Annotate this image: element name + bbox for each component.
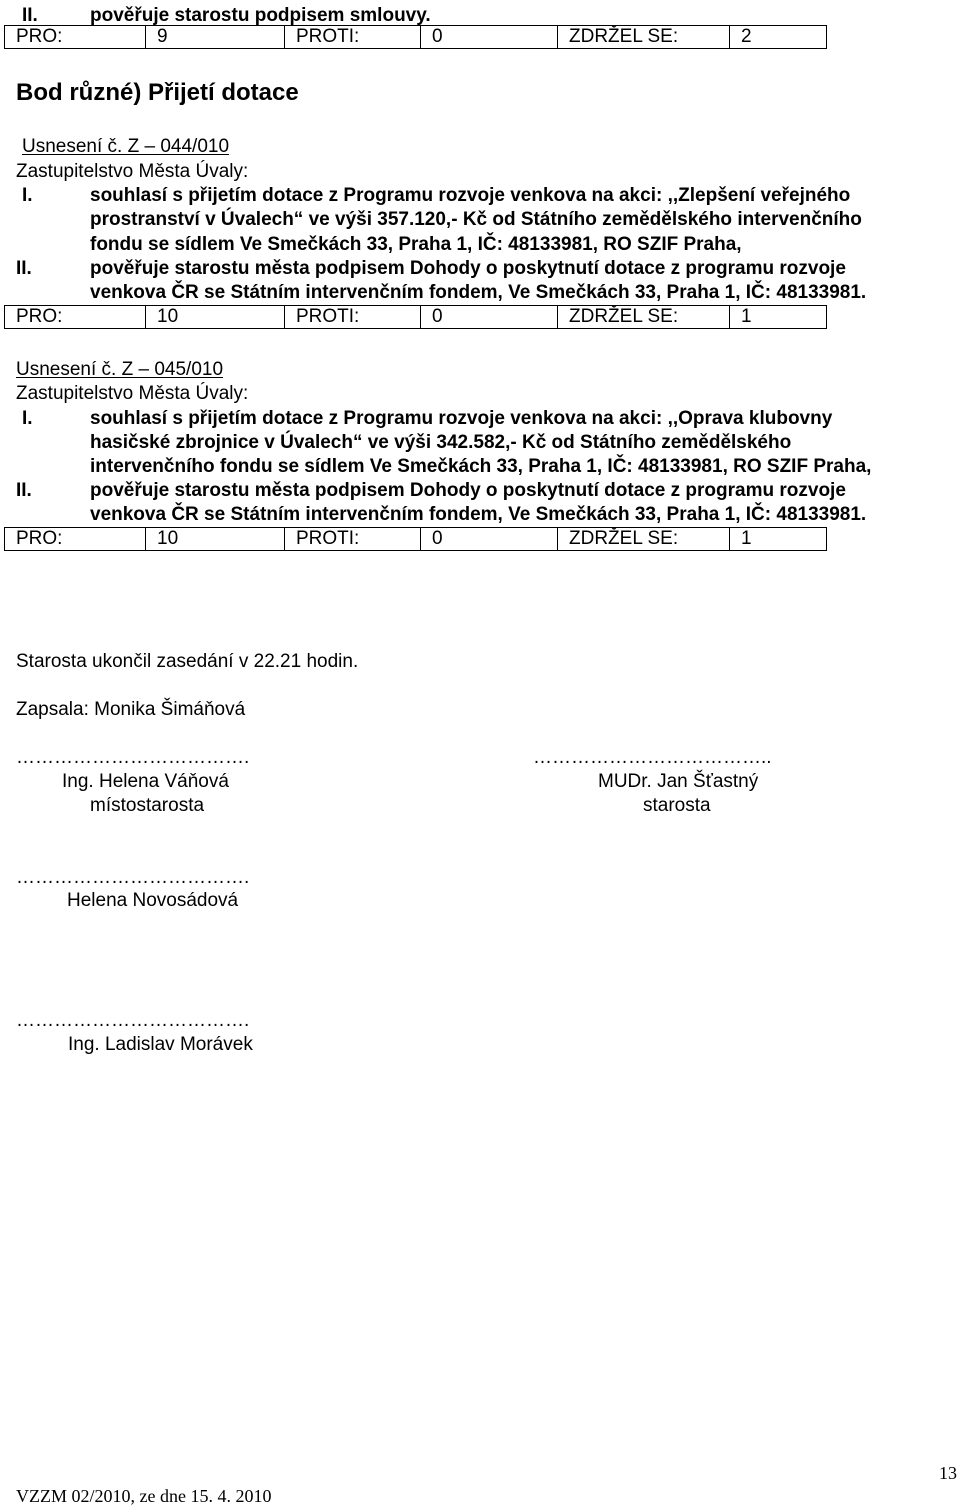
item-number: II. — [22, 5, 38, 26]
proti-value: 0 — [420, 528, 557, 550]
signatory-role: starosta — [643, 795, 711, 816]
proti-label: PROTI: — [284, 528, 420, 550]
vote-table — [4, 527, 827, 551]
item-line: venkova ČR se Státním intervenčním fondem, Ve Smečkách 33, Praha 1, IČ: 48133981. — [90, 504, 867, 525]
item-number: I. — [22, 185, 33, 206]
item-line: souhlasí s přijetím dotace z Programu rozvoje venkova na akci: ,,Oprava klubovny — [90, 408, 833, 429]
proti-label: PROTI: — [284, 26, 420, 48]
zdrzel-label: ZDRŽEL SE: — [557, 26, 729, 48]
council-label: Zastupitelstvo Města Úvaly: — [16, 383, 249, 404]
resolution-title: Usnesení č. Z – 045/010 — [16, 359, 224, 380]
item-line: pověřuje starostu města podpisem Dohody o poskytnutí dotace z programu rozvoje — [90, 480, 846, 501]
zdrzel-value: 2 — [729, 26, 828, 48]
item-number: II. — [16, 480, 32, 501]
proti-label: PROTI: — [284, 306, 420, 328]
signature-line: ………………………………. — [16, 747, 250, 768]
item-number: I. — [22, 408, 33, 429]
resolution-title: Usnesení č. Z – 044/010 — [22, 136, 230, 157]
signature-line: ………………………………. — [16, 867, 250, 888]
vote-table — [4, 25, 827, 49]
item-line: fondu se sídlem Ve Smečkách 33, Praha 1, IČ: 48133981, RO SZIF Praha, — [90, 234, 742, 255]
zdrzel-label: ZDRŽEL SE: — [557, 528, 729, 550]
closing-statement: Starosta ukončil zasedání v 22.21 hodin. — [16, 651, 359, 672]
item-line: venkova ČR se Státním intervenčním fondem, Ve Smečkách 33, Praha 1, IČ: 48133981. — [90, 282, 867, 303]
item-line: prostranství v Úvalech“ ve výši 357.120,- Kč od Státního zemědělského intervenčního — [90, 209, 862, 230]
signature-line: ……………………………….. — [533, 747, 772, 768]
item-line: pověřuje starostu města podpisem Dohody o poskytnutí dotace z programu rozvoje — [90, 258, 846, 279]
pro-value: 10 — [145, 528, 284, 550]
signature-line: ………………………………. — [16, 1010, 250, 1031]
zdrzel-label: ZDRŽEL SE: — [557, 306, 729, 328]
page-number: 13 — [939, 1463, 957, 1483]
item-line: hasičské zbrojnice v Úvalech“ ve výši 342.582,- Kč od Státního zemědělského — [90, 432, 792, 453]
recorder-line: Zapsala: Monika Šimáňová — [16, 699, 246, 720]
pro-label: PRO: — [16, 528, 63, 549]
signatory-name: Ing. Ladislav Morávek — [68, 1034, 253, 1055]
proti-value: 0 — [420, 306, 557, 328]
item-text: pověřuje starostu podpisem smlouvy. — [90, 5, 431, 26]
signatory-name: Ing. Helena Váňová — [62, 771, 229, 792]
council-label: Zastupitelstvo Města Úvaly: — [16, 161, 249, 182]
signatory-role: místostarosta — [90, 795, 205, 816]
pro-value: 9 — [145, 26, 284, 48]
pro-value: 10 — [145, 306, 284, 328]
signatory-name: Helena Novosádová — [67, 890, 239, 911]
zdrzel-value: 1 — [729, 528, 828, 550]
section-heading: Bod různé) Přijetí dotace — [16, 79, 299, 106]
item-line: souhlasí s přijetím dotace z Programu rozvoje venkova na akci: ,,Zlepšení veřejného — [90, 185, 851, 206]
zdrzel-value: 1 — [729, 306, 828, 328]
item-line: intervenčního fondu se sídlem Ve Smečkách 33, Praha 1, IČ: 48133981, RO SZIF Praha, — [90, 456, 872, 477]
footer-reference: VZZM 02/2010, ze dne 15. 4. 2010 — [16, 1486, 272, 1506]
pro-label: PRO: — [16, 26, 63, 47]
pro-label: PRO: — [16, 306, 63, 327]
proti-value: 0 — [420, 26, 557, 48]
item-number: II. — [16, 258, 32, 279]
vote-table — [4, 305, 827, 329]
signatory-name: MUDr. Jan Šťastný — [598, 771, 759, 792]
